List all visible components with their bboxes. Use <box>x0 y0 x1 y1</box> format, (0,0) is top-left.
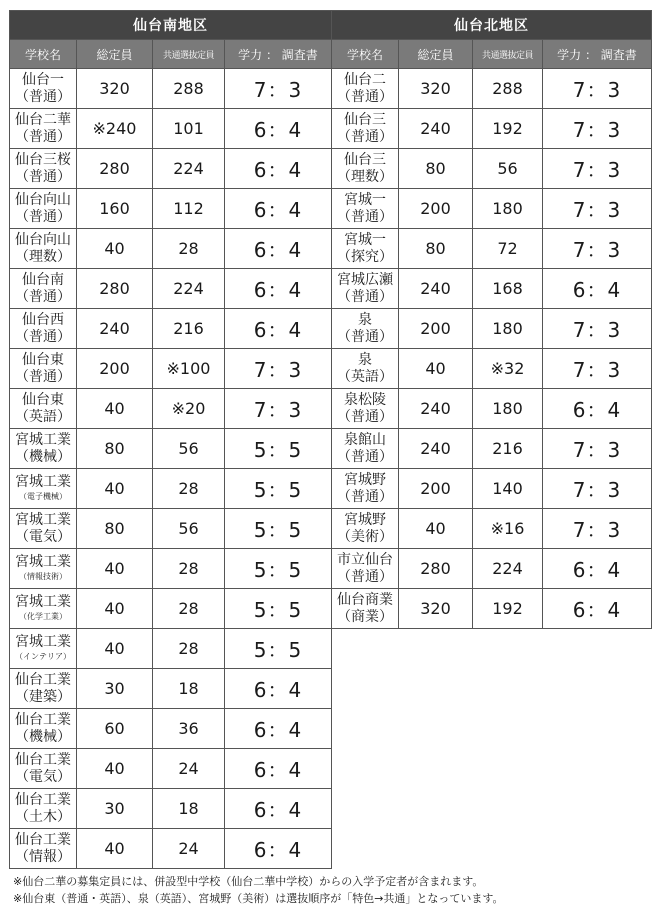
school-name-cell <box>332 69 399 109</box>
common-capacity: ※32 <box>473 349 543 389</box>
school-name: 仙台工業 <box>15 711 71 728</box>
course-name: （英語） <box>15 408 71 425</box>
table-row <box>10 149 332 189</box>
south-district-title: 仙台南地区 <box>10 11 332 40</box>
course-name: （電気） <box>15 768 71 785</box>
school-name-cell <box>10 669 77 709</box>
common-capacity: 18 <box>153 669 225 709</box>
total-capacity: 200 <box>399 189 473 229</box>
total-capacity: 80 <box>399 149 473 189</box>
score-ratio: 7：3 <box>543 309 652 349</box>
school-name: 仙台三 <box>344 151 386 168</box>
course-name: （探究） <box>337 248 393 265</box>
total-capacity: 40 <box>399 509 473 549</box>
school-name: 仙台三桜 <box>15 151 71 168</box>
total-capacity: 280 <box>399 549 473 589</box>
course-name: （普通） <box>337 488 393 505</box>
total-capacity: 320 <box>399 69 473 109</box>
school-name: 仙台工業 <box>15 751 71 768</box>
table-row <box>332 509 652 549</box>
score-ratio: 6：4 <box>225 709 332 749</box>
school-name: 仙台一 <box>22 71 64 88</box>
school-name-cell <box>332 509 399 549</box>
table-row <box>332 309 652 349</box>
school-name-cell <box>10 389 77 429</box>
score-ratio: 7：3 <box>543 349 652 389</box>
table-row <box>10 189 332 229</box>
course-name: （普通） <box>15 88 71 105</box>
total-capacity: 80 <box>77 509 153 549</box>
table-row <box>10 389 332 429</box>
table-row <box>332 349 652 389</box>
table-row <box>10 509 332 549</box>
header-total-capacity: 総定員 <box>77 40 153 69</box>
table-row <box>10 829 332 869</box>
school-name-cell <box>10 189 77 229</box>
school-name: 宮城工業 <box>15 594 71 610</box>
table-row <box>10 469 332 509</box>
school-name-cell <box>332 389 399 429</box>
school-name-cell <box>332 189 399 229</box>
school-name: 宮城工業 <box>15 554 71 570</box>
table-row <box>10 669 332 709</box>
course-name: （化学工業） <box>19 612 67 621</box>
course-name: （普通） <box>15 208 71 225</box>
score-ratio: 6：4 <box>225 309 332 349</box>
total-capacity: 200 <box>77 349 153 389</box>
school-name: 仙台工業 <box>15 831 71 848</box>
total-capacity: 60 <box>77 709 153 749</box>
school-name: 泉 <box>358 351 372 368</box>
school-name: 宮城一 <box>344 231 386 248</box>
total-capacity: 40 <box>77 549 153 589</box>
table-row <box>10 789 332 829</box>
course-name: （普通） <box>15 128 71 145</box>
total-capacity: 320 <box>77 69 153 109</box>
score-ratio: 6：4 <box>225 149 332 189</box>
table-row <box>10 629 332 669</box>
total-capacity: 280 <box>77 269 153 309</box>
course-name: （電気） <box>15 528 71 545</box>
score-ratio: 7：3 <box>543 429 652 469</box>
course-name: （インテリア） <box>15 652 71 661</box>
north-table-body <box>332 69 652 629</box>
common-capacity: 24 <box>153 829 225 869</box>
common-capacity: 56 <box>153 509 225 549</box>
school-name-cell <box>332 229 399 269</box>
table-row <box>332 149 652 189</box>
course-name: （普通） <box>337 408 393 425</box>
course-name: （情報技術） <box>19 572 67 581</box>
total-capacity: 40 <box>77 629 153 669</box>
table-row <box>332 229 652 269</box>
common-capacity: ※16 <box>473 509 543 549</box>
course-name: （土木） <box>15 808 71 825</box>
common-capacity: 192 <box>473 109 543 149</box>
score-ratio: 7：3 <box>543 109 652 149</box>
score-ratio: 6：4 <box>543 589 652 629</box>
score-ratio: 6：4 <box>225 669 332 709</box>
header-common-capacity: 共通選抜定員 <box>473 40 543 69</box>
north-district-table <box>331 10 652 629</box>
course-name: （理数） <box>337 168 393 185</box>
header-ratio: 学力 ： 調査書 <box>225 40 332 69</box>
common-capacity: 192 <box>473 589 543 629</box>
total-capacity: 240 <box>77 309 153 349</box>
total-capacity: 280 <box>77 149 153 189</box>
total-capacity: 40 <box>77 589 153 629</box>
common-capacity: 288 <box>153 69 225 109</box>
total-capacity: 240 <box>399 429 473 469</box>
total-capacity: 40 <box>77 829 153 869</box>
school-name: 仙台東 <box>22 391 64 408</box>
total-capacity: 200 <box>399 469 473 509</box>
school-name-cell <box>10 349 77 389</box>
school-name-cell <box>332 149 399 189</box>
table-row <box>10 429 332 469</box>
course-name: （機械） <box>15 728 71 745</box>
school-name: 宮城工業 <box>15 511 71 528</box>
common-capacity: 216 <box>473 429 543 469</box>
score-ratio: 6：4 <box>543 269 652 309</box>
table-row <box>332 469 652 509</box>
total-capacity: 240 <box>399 389 473 429</box>
school-name: 仙台二華 <box>15 111 71 128</box>
school-name-cell <box>10 589 77 629</box>
school-name-cell <box>10 469 77 509</box>
course-name: （普通） <box>15 288 71 305</box>
school-name-cell <box>10 509 77 549</box>
common-capacity: 72 <box>473 229 543 269</box>
score-ratio: 6：4 <box>225 789 332 829</box>
table-row <box>10 309 332 349</box>
course-name: （普通） <box>337 128 393 145</box>
table-row <box>332 109 652 149</box>
school-name-cell <box>332 469 399 509</box>
common-capacity: 24 <box>153 749 225 789</box>
south-table-body <box>10 69 332 869</box>
table-row <box>10 549 332 589</box>
school-name-cell <box>10 149 77 189</box>
total-capacity: 30 <box>77 669 153 709</box>
score-ratio: 5：5 <box>225 549 332 589</box>
common-capacity: 28 <box>153 549 225 589</box>
school-name-cell <box>10 749 77 789</box>
school-name-cell <box>10 229 77 269</box>
total-capacity: 40 <box>77 389 153 429</box>
course-name: （建築） <box>15 688 71 705</box>
total-capacity: 320 <box>399 589 473 629</box>
table-row <box>332 189 652 229</box>
school-name: 宮城工業 <box>15 634 71 650</box>
score-ratio: 6：4 <box>225 229 332 269</box>
common-capacity: 56 <box>473 149 543 189</box>
school-name-cell <box>10 709 77 749</box>
course-name: （電子機械） <box>19 492 67 501</box>
school-name-cell <box>10 69 77 109</box>
table-row <box>10 229 332 269</box>
common-capacity: 216 <box>153 309 225 349</box>
total-capacity: ※240 <box>77 109 153 149</box>
school-name-cell <box>332 109 399 149</box>
school-name-cell <box>332 549 399 589</box>
score-ratio: 7：3 <box>543 149 652 189</box>
school-name-cell <box>332 429 399 469</box>
school-name-cell <box>10 629 77 669</box>
score-ratio: 6：4 <box>225 829 332 869</box>
school-name-cell <box>10 269 77 309</box>
course-name: （普通） <box>337 288 393 305</box>
table-row <box>10 109 332 149</box>
common-capacity: 224 <box>153 269 225 309</box>
common-capacity: 224 <box>153 149 225 189</box>
total-capacity: 160 <box>77 189 153 229</box>
school-name-cell <box>332 309 399 349</box>
total-capacity: 80 <box>399 229 473 269</box>
school-name: 泉館山 <box>344 431 386 448</box>
school-name-cell <box>10 309 77 349</box>
total-capacity: 40 <box>77 469 153 509</box>
total-capacity: 40 <box>77 749 153 789</box>
school-name: 仙台向山 <box>15 191 71 208</box>
table-row <box>10 349 332 389</box>
school-name-cell <box>10 789 77 829</box>
table-row <box>332 69 652 109</box>
score-ratio: 5：5 <box>225 629 332 669</box>
school-name: 宮城工業 <box>15 431 71 448</box>
total-capacity: 200 <box>399 309 473 349</box>
table-row <box>332 589 652 629</box>
course-name: （理数） <box>15 248 71 265</box>
total-capacity: 240 <box>399 269 473 309</box>
score-ratio: 6：4 <box>543 389 652 429</box>
common-capacity: ※100 <box>153 349 225 389</box>
total-capacity: 80 <box>77 429 153 469</box>
score-ratio: 6：4 <box>225 109 332 149</box>
school-name: 宮城野 <box>344 471 386 488</box>
school-name: 仙台三 <box>344 111 386 128</box>
table-row <box>10 709 332 749</box>
school-name: 仙台東 <box>22 351 64 368</box>
score-ratio: 5：5 <box>225 509 332 549</box>
table-row <box>10 69 332 109</box>
course-name: （普通） <box>337 568 393 585</box>
footnote: ※仙台東（普通・英語）、泉（英語）、宮城野（美術）は選抜順序が「特色→共通」となっています。 <box>13 892 504 905</box>
common-capacity: 28 <box>153 469 225 509</box>
common-capacity: 101 <box>153 109 225 149</box>
score-ratio: 6：4 <box>225 189 332 229</box>
common-capacity: 18 <box>153 789 225 829</box>
school-name: 仙台商業 <box>337 591 393 608</box>
course-name: （美術） <box>337 528 393 545</box>
school-name: 泉松陵 <box>344 391 386 408</box>
header-total-capacity: 総定員 <box>399 40 473 69</box>
header-common-capacity: 共通選抜定員 <box>153 40 225 69</box>
common-capacity: 28 <box>153 629 225 669</box>
school-name: 仙台工業 <box>15 791 71 808</box>
score-ratio: 6：4 <box>225 749 332 789</box>
common-capacity: 28 <box>153 589 225 629</box>
school-name: 宮城広瀬 <box>337 271 393 288</box>
score-ratio: 5：5 <box>225 589 332 629</box>
school-name: 仙台二 <box>344 71 386 88</box>
table-row <box>332 389 652 429</box>
school-name-cell <box>10 109 77 149</box>
table-row <box>332 549 652 589</box>
score-ratio: 5：5 <box>225 429 332 469</box>
footnotes <box>13 873 504 907</box>
school-name: 仙台南 <box>22 271 64 288</box>
score-ratio: 7：3 <box>543 69 652 109</box>
score-ratio: 7：3 <box>543 469 652 509</box>
common-capacity: 112 <box>153 189 225 229</box>
total-capacity: 40 <box>399 349 473 389</box>
common-capacity: 180 <box>473 389 543 429</box>
footnote: ※仙台二華の募集定員には、併設型中学校（仙台二華中学校）からの入学予定者が含まれます。 <box>13 875 484 888</box>
course-name: （機械） <box>15 448 71 465</box>
school-name: 宮城野 <box>344 511 386 528</box>
school-name-cell <box>332 589 399 629</box>
header-ratio: 学力 ： 調査書 <box>543 40 652 69</box>
table-row <box>10 749 332 789</box>
school-name: 仙台西 <box>22 311 64 328</box>
common-capacity: 140 <box>473 469 543 509</box>
score-ratio: 7：3 <box>225 389 332 429</box>
school-name: 市立仙台 <box>337 551 393 568</box>
header-school-name: 学校名 <box>332 40 399 69</box>
school-name-cell <box>10 549 77 589</box>
score-ratio: 6：4 <box>543 549 652 589</box>
common-capacity: 28 <box>153 229 225 269</box>
school-name: 仙台向山 <box>15 231 71 248</box>
course-name: （普通） <box>15 168 71 185</box>
common-capacity: 180 <box>473 189 543 229</box>
south-district-table <box>9 10 332 869</box>
total-capacity: 30 <box>77 789 153 829</box>
course-name: （普通） <box>337 88 393 105</box>
score-ratio: 7：3 <box>225 69 332 109</box>
table-row <box>10 269 332 309</box>
score-ratio: 5：5 <box>225 469 332 509</box>
school-name: 宮城工業 <box>15 474 71 490</box>
table-row <box>332 429 652 469</box>
course-name: （英語） <box>337 368 393 385</box>
total-capacity: 240 <box>399 109 473 149</box>
score-ratio: 7：3 <box>543 229 652 269</box>
course-name: （情報） <box>15 848 71 865</box>
table-row <box>332 269 652 309</box>
common-capacity: 288 <box>473 69 543 109</box>
school-name-cell <box>10 829 77 869</box>
course-name: （商業） <box>337 608 393 625</box>
total-capacity: 40 <box>77 229 153 269</box>
north-district-title: 仙台北地区 <box>332 11 652 40</box>
course-name: （普通） <box>15 368 71 385</box>
school-name-cell <box>332 269 399 309</box>
score-ratio: 7：3 <box>543 189 652 229</box>
header-school-name: 学校名 <box>10 40 77 69</box>
score-ratio: 6：4 <box>225 269 332 309</box>
common-capacity: 56 <box>153 429 225 469</box>
score-ratio: 7：3 <box>543 509 652 549</box>
course-name: （普通） <box>337 208 393 225</box>
table-row <box>10 589 332 629</box>
school-name: 泉 <box>358 311 372 328</box>
school-name-cell <box>332 349 399 389</box>
school-name-cell <box>10 429 77 469</box>
course-name: （普通） <box>15 328 71 345</box>
common-capacity: ※20 <box>153 389 225 429</box>
common-capacity: 36 <box>153 709 225 749</box>
common-capacity: 224 <box>473 549 543 589</box>
common-capacity: 168 <box>473 269 543 309</box>
course-name: （普通） <box>337 448 393 465</box>
score-ratio: 7：3 <box>225 349 332 389</box>
school-name: 仙台工業 <box>15 671 71 688</box>
school-name: 宮城一 <box>344 191 386 208</box>
course-name: （普通） <box>337 328 393 345</box>
common-capacity: 180 <box>473 309 543 349</box>
